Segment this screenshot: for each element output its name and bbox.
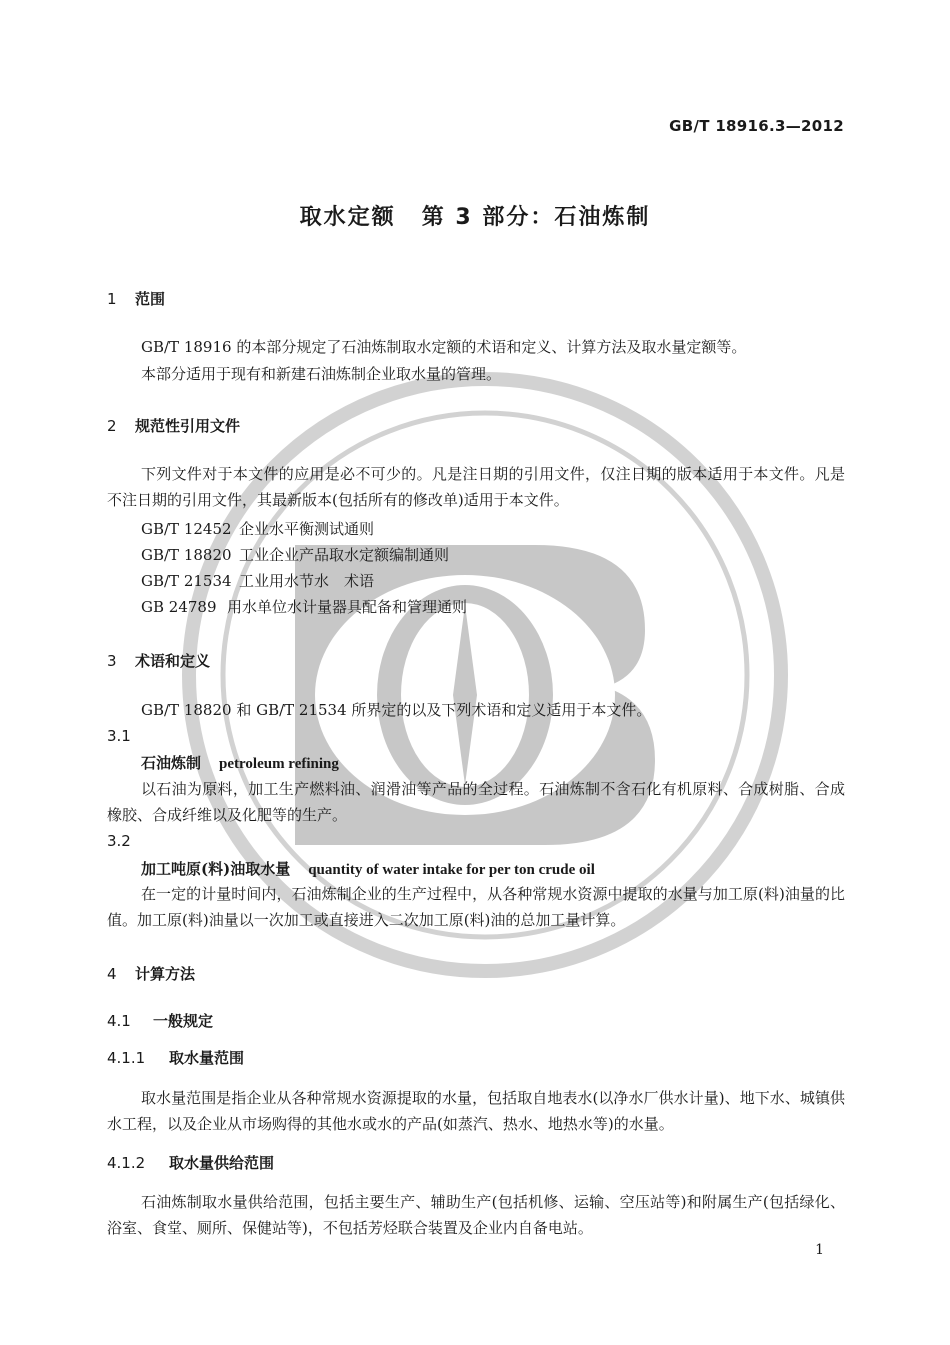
ref-item: GB/T 21534 工业用水节水 术语	[141, 572, 375, 590]
ref-item: GB/T 18820 工业企业产品取水定额编制通则	[141, 546, 450, 564]
subsection-heading-supply-scope: 4.1.2 取水量供给范围	[107, 1154, 275, 1172]
subsection-heading-intake-scope: 4.1.1 取水量范围	[107, 1049, 245, 1067]
ref-item: GB/T 12452 企业水平衡测试通则	[141, 520, 375, 538]
subsection-heading-general: 4.1 一般规定	[107, 1012, 214, 1030]
term-definition: 以石油为原料，加工生产燃料油、润滑油等产品的全过程。石油炼制不含石化有机原料、合成树脂、合成橡胶、合成纤维以及化肥等的生产。	[107, 780, 845, 824]
scope-paragraph-1: GB/T 18916 的本部分规定了石油炼制取水定额的术语和定义、计算方法及取水量定额等。	[141, 338, 747, 356]
document-title	[0, 200, 950, 231]
terms-intro: GB/T 18820 和 GB/T 21534 所界定的以及下列术语和定义适用于本文件。	[141, 701, 652, 719]
intake-scope-paragraph: 取水量范围是指企业从各种常规水资源提取的水量，包括取自地表水(以净水厂供水计量)、地下水、城镇供水工程，以及企业从市场购得的其他水或水的产品(如蒸汽、热水、地热水等)的水量。	[107, 1089, 845, 1133]
section-heading-scope: 1 范围	[107, 290, 166, 308]
term-number: 3.2	[107, 832, 131, 850]
page-number: 1	[815, 1242, 824, 1258]
section-heading-terms: 3 术语和定义	[107, 652, 211, 670]
term-definition: 在一定的计量时间内，石油炼制企业的生产过程中，从各种常规水资源中提取的水量与加工原(料)油量的比值。加工原(料)油量以一次加工或直接进入二次加工原(料)油的总加工量计算。	[107, 885, 845, 929]
supply-scope-paragraph: 石油炼制取水量供给范围，包括主要生产、辅助生产(包括机修、运输、空压站等)和附属生产(包括绿化、浴室、食堂、厕所、保健站等)，不包括芳烃联合装置及企业内自备电站。	[107, 1193, 845, 1237]
title-main: 取水定额	[299, 205, 396, 230]
term-entry: 石油炼制 petroleum refining	[141, 754, 339, 772]
normative-refs-intro: 下列文件对于本文件的应用是必不可少的。凡是注日期的引用文件，仅注日期的版本适用于本文件。凡是不注日期的引用文件，其最新版本(包括所有的修改单)适用于本文件。	[107, 465, 845, 509]
ref-item: GB 24789 用水单位水计量器具配备和管理通则	[141, 598, 468, 616]
title-part: 第 3 部分：石油炼制	[421, 205, 651, 230]
section-heading-calc-method: 4 计算方法	[107, 965, 196, 983]
term-entry: 加工吨原(料)油取水量 quantity of water intake for per ton crude oil	[141, 860, 595, 878]
section-heading-normative-refs: 2 规范性引用文件	[107, 417, 241, 435]
scope-paragraph-2: 本部分适用于现有和新建石油炼制企业取水量的管理。	[141, 365, 502, 383]
term-number: 3.1	[107, 727, 131, 745]
standard-code: GB/T 18916.3—2012	[669, 117, 844, 135]
